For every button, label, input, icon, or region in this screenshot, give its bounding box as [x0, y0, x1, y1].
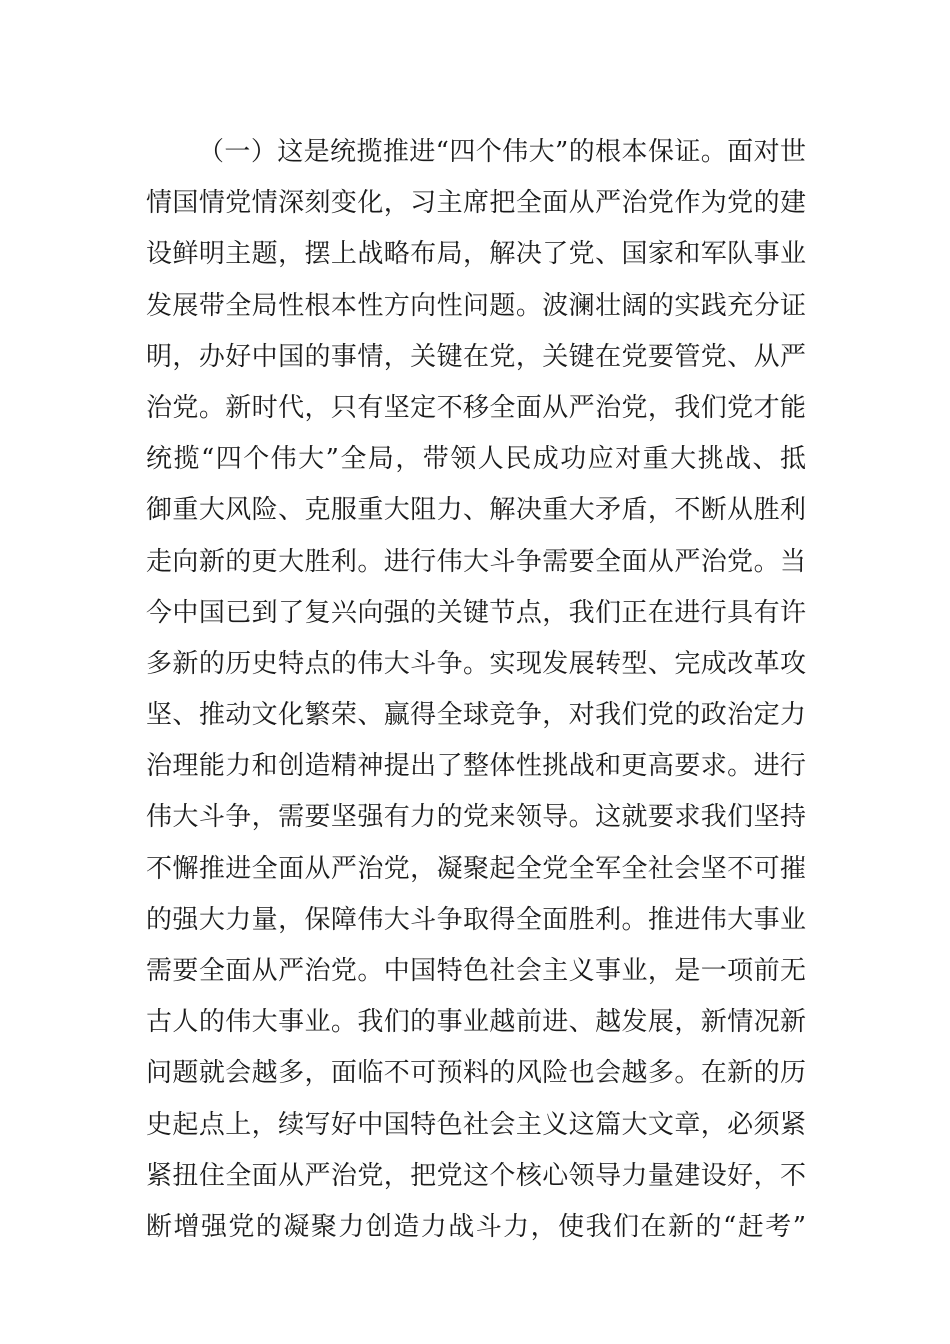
paragraph-line: 不懈推进全面从严治党，凝聚起全党全军全社会坚不可摧 [146, 853, 806, 884]
paragraph-line: 问题就会越多，面临不可预料的风险也会越多。在新的历 [146, 1058, 806, 1089]
paragraph-line: 设鲜明主题，摆上战略布局，解决了党、国家和军队事业 [146, 239, 806, 270]
paragraph-line: 治党。新时代，只有坚定不移全面从严治党，我们党才能 [146, 392, 806, 423]
paragraph-line: 情国情党情深刻变化，习主席把全面从严治党作为党的建 [146, 188, 806, 219]
paragraph-line: 史起点上，续写好中国特色社会主义这篇大文章，必须紧 [146, 1109, 806, 1140]
paragraph-line: 今中国已到了复兴向强的关键节点，我们正在进行具有许 [146, 597, 806, 628]
paragraph-line: 古人的伟大事业。我们的事业越前进、越发展，新情况新 [146, 1007, 806, 1038]
paragraph-line: 统揽“四个伟大”全局，带领人民成功应对重大挑战、抵 [146, 444, 806, 475]
paragraph-line: 走向新的更大胜利。进行伟大斗争需要全面从严治党。当 [146, 546, 806, 577]
paragraph-line: 明，办好中国的事情，关键在党，关键在党要管党、从严 [146, 341, 806, 372]
paragraph-line: 发展带全局性根本性方向性问题。波澜壮阔的实践充分证 [146, 290, 806, 321]
paragraph-line: 紧扭住全面从严治党，把党这个核心领导力量建设好，不 [146, 1160, 806, 1191]
paragraph-line: 伟大斗争，需要坚强有力的党来领导。这就要求我们坚持 [146, 802, 806, 833]
paragraph-line: 需要全面从严治党。中国特色社会主义事业，是一项前无 [146, 956, 806, 986]
paragraph-line: 治理能力和创造精神提出了整体性挑战和更高要求。进行 [146, 751, 806, 782]
paragraph-line: 的强大力量，保障伟大斗争取得全面胜利。推进伟大事业 [146, 904, 806, 935]
paragraph-line: 断增强党的凝聚力创造力战斗力，使我们在新的“赶考” [146, 1211, 806, 1242]
paragraph-line: 坚、推动文化繁荣、赢得全球竞争，对我们党的政治定力 [146, 700, 806, 731]
paragraph-line: 御重大风险、克服重大阻力、解决重大矛盾，不断从胜利 [146, 495, 806, 526]
body-paragraph [146, 127, 806, 1253]
paragraph-line: （一）这是统揽推进“四个伟大”的根本保证。面对世 [198, 137, 806, 167]
paragraph-line: 多新的历史特点的伟大斗争。实现发展转型、完成改革攻 [146, 648, 806, 679]
